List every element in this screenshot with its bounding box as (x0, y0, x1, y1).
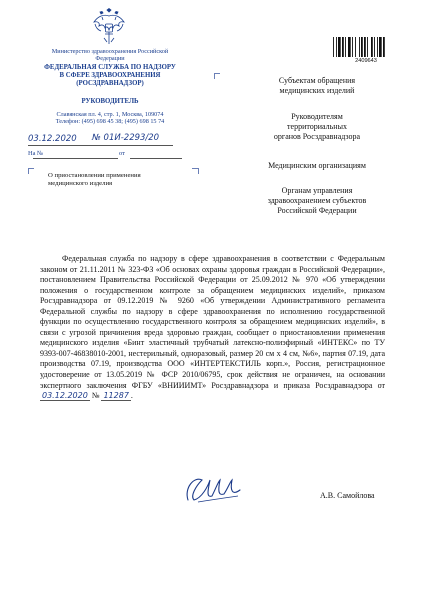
recipient-4-line-2: здравоохранением субъектов (267, 196, 367, 205)
ministry-name (40, 48, 180, 63)
barcode-bar (379, 37, 382, 57)
barcode-bar (364, 37, 366, 57)
recipient-3 (242, 161, 392, 171)
reference-date-blank (130, 150, 182, 159)
service-name (30, 64, 190, 89)
reference-number-blank (33, 150, 118, 159)
barcode-bar (355, 37, 356, 57)
body-end: . (130, 391, 133, 401)
barcode-bar (342, 37, 344, 57)
barcode-bar (352, 37, 353, 57)
ministry-text: Министерство здравоохранения Российской Федерации (51, 48, 169, 63)
recipient-1-line-2: медицинских изделий (279, 86, 355, 95)
recipient-3-line-1: Медицинским организациям (268, 161, 366, 170)
barcode-bar (367, 37, 368, 57)
signer-name: А.В. Самойлова (320, 491, 375, 500)
barcode-icon (333, 37, 399, 57)
barcode-bar (371, 37, 373, 57)
corner-mark (28, 168, 29, 174)
outgoing-number (28, 134, 213, 146)
order-number-prefix: № (91, 391, 100, 401)
order-date: 03.12.2020 (42, 391, 88, 401)
recipient-1 (242, 76, 392, 96)
barcode-bar (361, 37, 363, 57)
recipient-4 (242, 186, 392, 216)
service-line-1: ФЕДЕРАЛЬНАЯ СЛУЖБА ПО НАДЗОРУ (44, 64, 176, 71)
barcode-bar (336, 37, 337, 57)
outgoing-underline (28, 145, 173, 146)
corner-mark (198, 168, 199, 174)
barcode-number: 2409643 (355, 58, 377, 64)
recipient-2-line-3: органов Росздравнадзора (273, 132, 361, 141)
barcode-bar (359, 37, 360, 57)
signature-icon (180, 466, 246, 508)
address-line-1: Славянская пл. 4, стр. 1, Москва, 109074 (56, 111, 164, 118)
corner-mark (214, 73, 220, 74)
address-line-2: Телефон: (495) 698 45 38; (495) 698 15 74 (55, 118, 165, 126)
recipient-2-line-1: Руководителям (291, 112, 343, 121)
recipient-4-line-1: Органам управления (281, 186, 353, 195)
barcode-bar (383, 37, 385, 57)
barcode-bar (377, 37, 378, 57)
reference-from: от (119, 150, 125, 157)
barcode-bar (333, 37, 334, 57)
service-line-2: В СФЕРЕ ЗДРАВООХРАНЕНИЯ (59, 72, 161, 80)
subject-line-2: медицинского изделия (48, 180, 113, 187)
order-number: 11287 (103, 391, 129, 401)
barcode-bar (348, 37, 351, 57)
barcode-bar (374, 37, 375, 57)
recipient-1-line-1: Субъектам обращения (278, 76, 356, 85)
subject-line-1: О приостановлении применения (48, 172, 141, 179)
letter-subject (48, 172, 198, 188)
barcode-bar (345, 37, 346, 57)
recipient-4-line-3: Российской Федерации (277, 206, 357, 215)
letter-body (40, 254, 385, 402)
letterhead-address (32, 111, 188, 126)
reference-prefix: На № (28, 150, 44, 157)
outgoing-date: 03.12.2020 (28, 134, 77, 144)
recipient-2-line-2: территориальных (287, 122, 347, 131)
outgoing-reg-number: № 01И-2293/20 (92, 133, 160, 143)
barcode-bar (338, 37, 341, 57)
state-emblem-icon (92, 8, 126, 46)
service-line-3: (РОСЗДРАВНАДЗОР) (76, 80, 144, 88)
body-text: Федеральная служба по надзору в сфере здравоохранения в соответствии с Федеральным законом от 21.11.2011 № 323-ФЗ «Об основах охраны здоровья граждан в Российской Федерации», постановлением Правительства Российской Федерации от 25.09.2012 № 970 «Об утверждении положения о государственном контроле за обращением медицинских изделий», приказом Росздравнадзора от 09.12.2019 № 9260 «Об утверждении Административного регламента Федеральной службы по надзору в сфере здравоохранения по исполнению государственной функции по осуществлению государственного контроля за обращением медицинских изделий», в связи с угрозой причинения вреда здоровью граждан, сообщает о приостановлении применения медицинского изделия «Бинт эластичный трубчатый латексно-полиэфирный «ИНТЕКС» по ТУ 9393-007-46838010-2001, нестерильный, одноразовый, размер 20 см х 4 см, №6», партия 07.19, дата производства 07.19, производства ООО «ИНТЕРТЕКСТИЛЬ корп.», Россия, регистрационное удостоверение от 13.05.2019 № ФСР 2010/06795, срок действия не ограничен, на основании экспертного заключения ФГБУ «ВНИИИМТ» Росздравнадзора и приказа Росздравнадзора от (40, 254, 385, 390)
recipient-2 (242, 112, 392, 142)
head-title: РУКОВОДИТЕЛЬ (81, 98, 139, 105)
